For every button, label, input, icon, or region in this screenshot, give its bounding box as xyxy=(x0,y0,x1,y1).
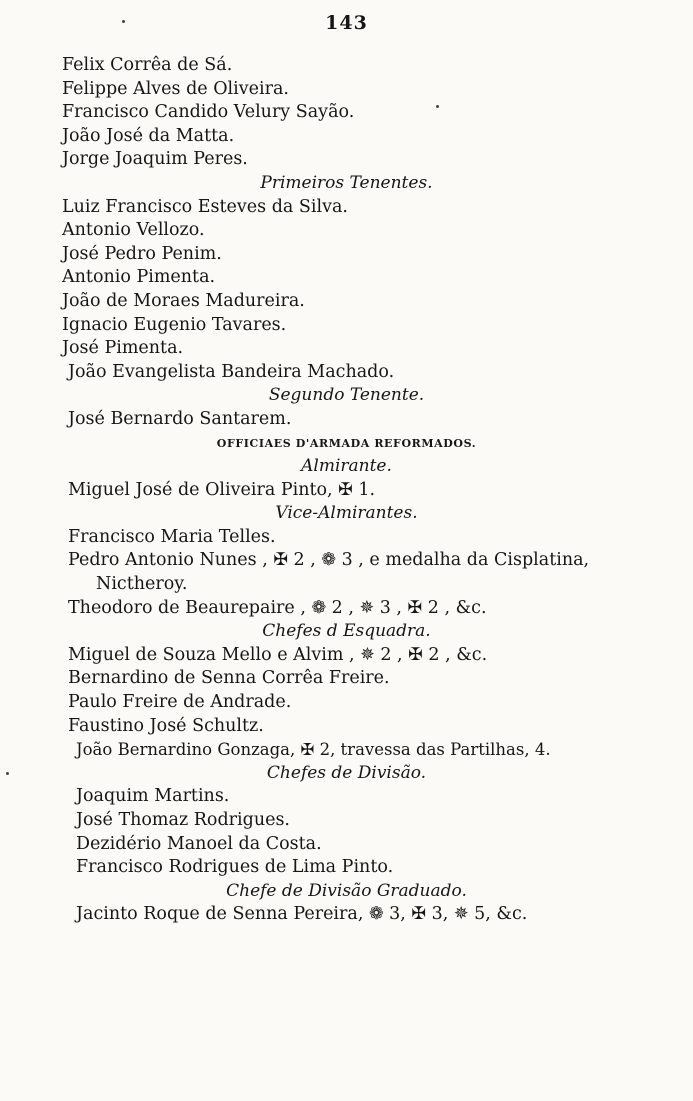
list-item: Miguel de Souza Mello e Alvim , ✵ 2 , ✠ 2 , &c. xyxy=(68,644,488,665)
register-text xyxy=(0,54,693,927)
section-heading-vice-almirantes: Vice-Almirantes. xyxy=(275,503,418,524)
list-item: Joaquim Martins. xyxy=(76,786,230,807)
list-item: Antonio Vellozo. xyxy=(62,220,205,241)
list-item: José Thomaz Rodrigues. xyxy=(76,810,290,830)
section-heading-almirante: Almirante. xyxy=(301,456,392,477)
list-item: Pedro Antonio Nunes , ✠ 2 , ❁ 3 , e medalha da Cisplatina, xyxy=(68,550,590,571)
section-heading-chefes-esquadra: Chefes d Esquadra. xyxy=(262,621,431,642)
list-item: Theodoro de Beaurepaire , ❁ 2 , ✵ 3 , ✠ 2 , &c. xyxy=(68,597,487,618)
list-item: Dezidério Manoel da Costa. xyxy=(76,833,322,854)
list-item: Paulo Freire de Andrade. xyxy=(68,692,292,713)
list-item: José Pimenta. xyxy=(62,338,184,359)
list-item: José Bernardo Santarem. xyxy=(68,408,292,429)
entry-name: Miguel José de Oliveira Pinto xyxy=(68,479,328,500)
list-item: Felix Corrêa de Sá. xyxy=(62,55,233,75)
section-heading-chefes-divisao: Chefes de Divisão. xyxy=(266,762,427,783)
speck xyxy=(122,20,125,23)
list-item: Jorge Joaquim Peres. xyxy=(62,149,248,170)
list-item: João Bernardino Gonzaga, ✠ 2, travessa das Partilhas, 4. xyxy=(76,740,551,760)
list-item: Francisco Candido Velury Sayão. xyxy=(62,102,355,123)
list-item: José Pedro Penim. xyxy=(62,243,222,264)
list-item: Luiz Francisco Esteves da Silva. xyxy=(62,196,348,217)
entry-honours: , ✠ 1. xyxy=(327,479,376,500)
section-heading-chefe-divisao-graduado: Chefe de Divisão Graduado. xyxy=(226,880,467,901)
page-number: 143 xyxy=(325,12,368,34)
section-heading-primeiros-tenentes: Primeiros Tenentes. xyxy=(260,172,433,193)
list-item: Ignacio Eugenio Tavares. xyxy=(62,314,287,335)
list-item: João José da Matta. xyxy=(62,125,235,146)
speck xyxy=(436,105,439,108)
section-title-reformados: OFFICIAES D'ARMADA REFORMADOS. xyxy=(216,436,477,450)
list-item: João de Moraes Madureira. xyxy=(62,290,305,311)
list-item: Francisco Maria Telles. xyxy=(68,526,276,547)
list-item xyxy=(0,479,693,503)
list-item: João Evangelista Bandeira Machado. xyxy=(68,361,395,382)
list-item: Jacinto Roque de Senna Pereira, ❁ 3, ✠ 3, ✵ 5, &c. xyxy=(76,904,528,925)
section-heading-segundo-tenente: Segundo Tenente. xyxy=(268,385,425,406)
list-item: Felippe Alves de Oliveira. xyxy=(62,78,289,99)
list-item: Bernardino de Senna Corrêa Freire. xyxy=(68,668,390,689)
list-item: Antonio Pimenta. xyxy=(62,267,216,288)
list-item: Faustino José Schultz. xyxy=(68,715,264,736)
speck xyxy=(6,772,9,775)
list-item: Francisco Rodrigues de Lima Pinto. xyxy=(76,857,394,878)
list-item-continuation: Nictheroy. xyxy=(96,574,188,595)
